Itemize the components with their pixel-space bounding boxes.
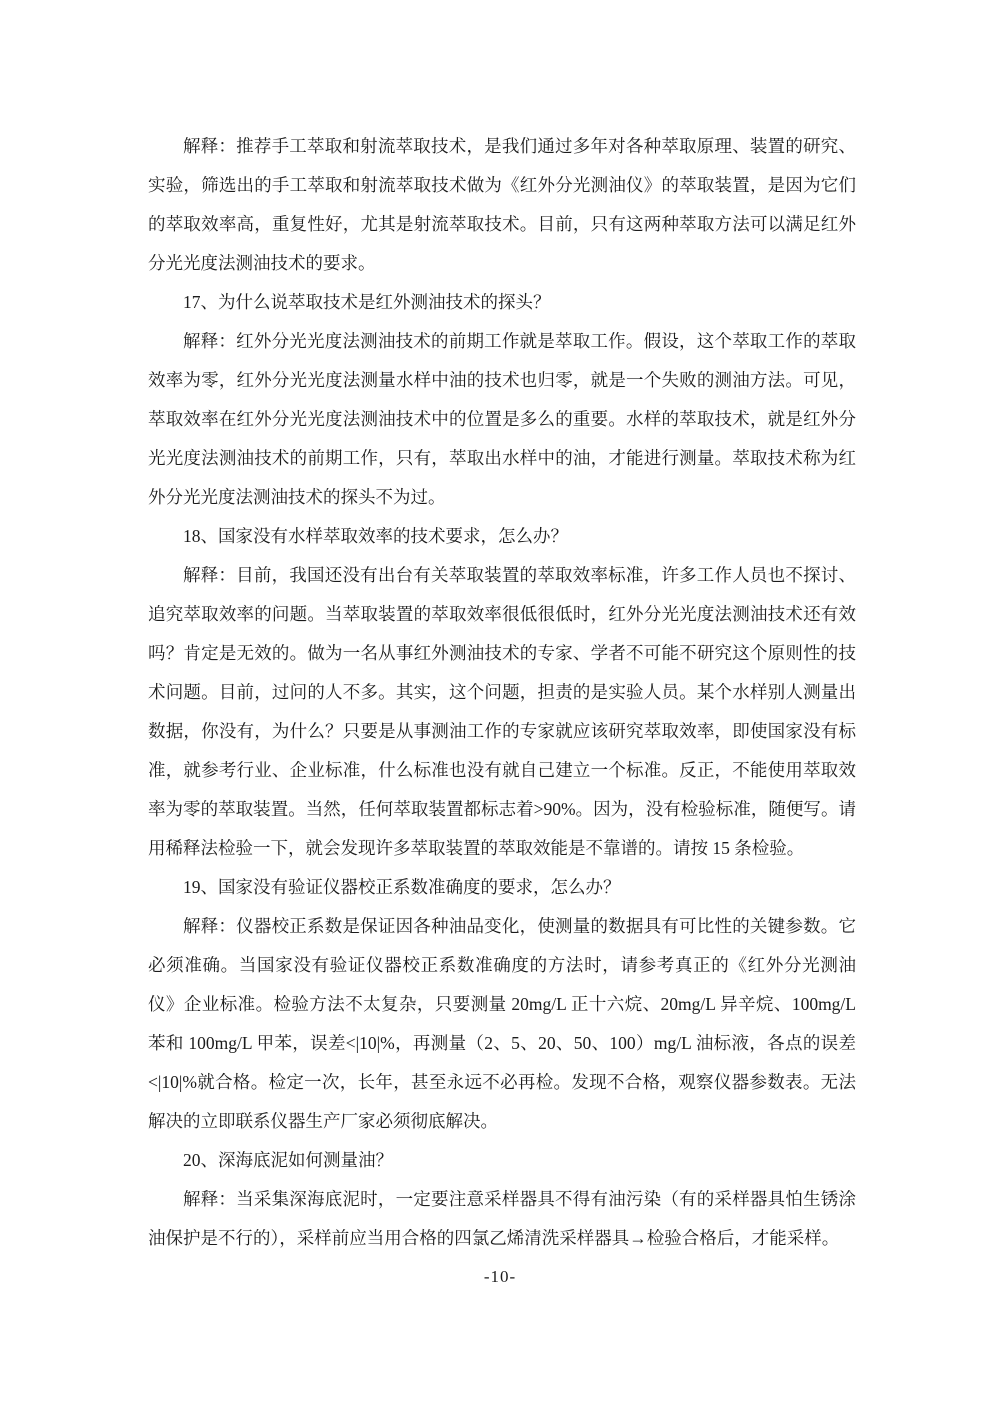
answer-paragraph-16-continuation: 解释：推荐手工萃取和射流萃取技术，是我们通过多年对各种萃取原理、装置的研究、实验，筛选出的手工萃取和射流萃取技术做为《红外分光测油仪》的萃取装置，是因为它们的萃取效率高，重复性好，尤其是射流萃取技术。目前，只有这两种萃取方法可以满足红外分光光度法测油技术的要求。	[148, 136, 856, 273]
question-19: 19、国家没有验证仪器校正系数准确度的要求，怎么办？	[183, 877, 621, 897]
answer-paragraph-19: 解释：仪器校正系数是保证因各种油品变化，使测量的数据具有可比性的关键参数。它必须准确。当国家没有验证仪器校正系数准确度的方法时，请参考真正的《红外分光测油仪》企业标准。检验方法不太复杂，只要测量 20mg/L 正十六烷、20mg/L 异辛烷、100mg/L 苯和 100mg/L 甲苯，误差<|10|%，再测量（2、5、20、50、100）mg/L 油标液，各点的误差<|10|%就合格。检定一次，长年，甚至永远不必再检。发现不合格，观察仪器参数表。无法解决的立即联系仪器生产厂家必须彻底解决。	[148, 916, 856, 1131]
answer-paragraph-18: 解释：目前，我国还没有出台有关萃取装置的萃取效率标准，许多工作人员也不探讨、追究萃取效率的问题。当萃取装置的萃取效率很低很低时，红外分光光度法测油技术还有效吗？肯定是无效的。做为一名从事红外测油技术的专家、学者不可能不研究这个原则性的技术问题。目前，过问的人不多。其实，这个问题，担责的是实验人员。某个水样别人测量出数据，你没有，为什么？只要是从事测油工作的专家就应该研究萃取效率，即使国家没有标准，就参考行业、企业标准，什么标准也没有就自己建立一个标准。反正，不能使用萃取效率为零的萃取装置。当然，任何萃取装置都标志着>90%。因为，没有检验标准，随便写。请用稀释法检验一下，就会发现许多萃取装置的萃取效能是不靠谱的。请按 15 条检验。	[148, 565, 856, 858]
answer-paragraph-20: 解释：当采集深海底泥时，一定要注意采样器具不得有油污染（有的采样器具怕生锈涂油保护是不行的），采样前应当用合格的四氯乙烯清洗采样器具→检验合格后，才能采样。	[148, 1189, 856, 1248]
answer-paragraph-17: 解释：红外分光光度法测油技术的前期工作就是萃取工作。假设，这个萃取工作的萃取效率为零，红外分光光度法测量水样中油的技术也归零，就是一个失败的测油方法。可见，萃取效率在红外分光光度法测油技术中的位置是多么的重要。水样的萃取技术，就是红外分光光度法测油技术的前期工作，只有，萃取出水样中的油，才能进行测量。萃取技术称为红外分光光度法测油技术的探头不为过。	[148, 331, 856, 507]
question-17: 17、为什么说萃取技术是红外测油技术的探头？	[183, 292, 551, 312]
document-body	[148, 127, 856, 1258]
page-number: -10-	[483, 1267, 517, 1286]
question-18: 18、国家没有水样萃取效率的技术要求，怎么办？	[183, 526, 568, 546]
question-20: 20、深海底泥如何测量油？	[183, 1150, 393, 1170]
